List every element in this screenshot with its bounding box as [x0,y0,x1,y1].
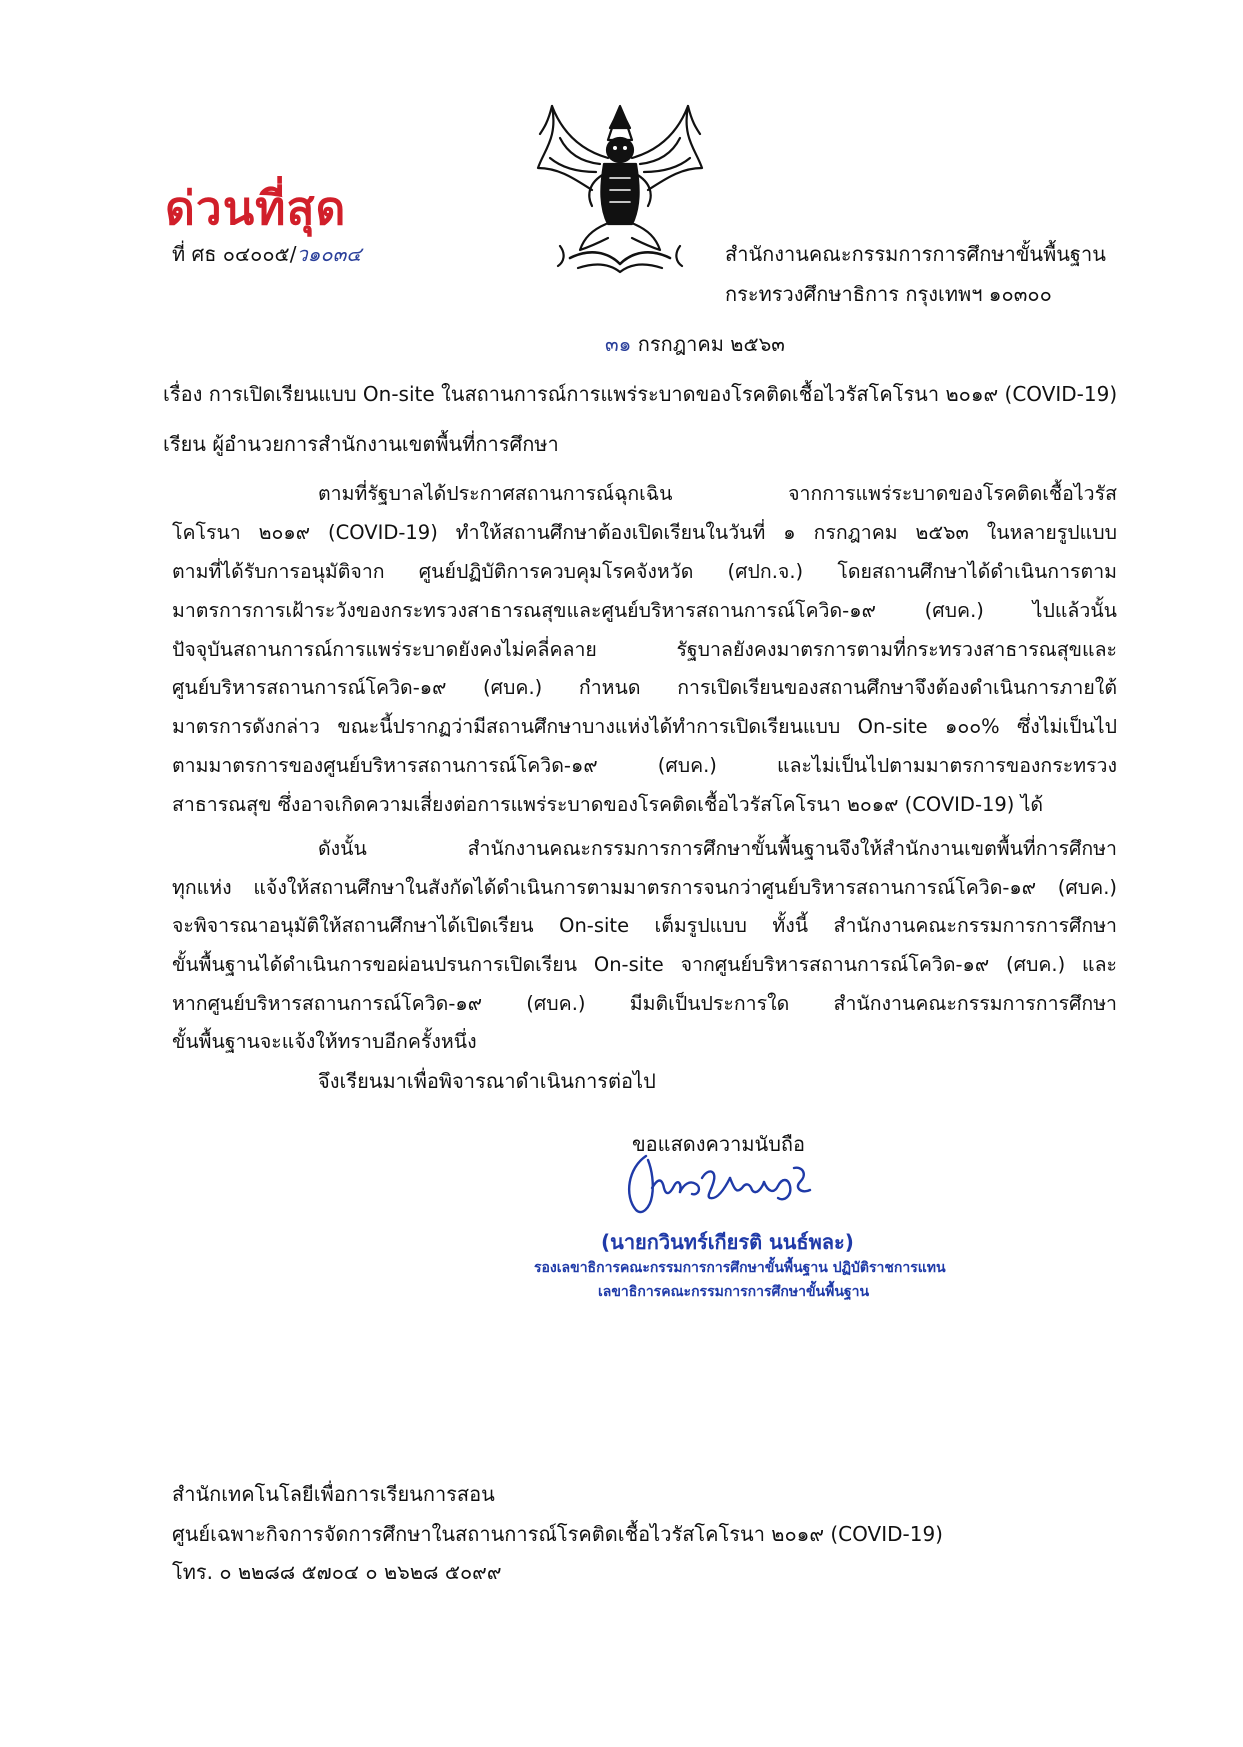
paragraph1-line: ศูนย์บริหารสถานการณ์โควิด-๑๙ (ศบค.) กำหนด การเปิดเรียนของสถานศึกษาจึงต้องดำเนินการภายใต้ [172,676,1117,699]
office-name: สำนักงานคณะกรรมการการศึกษาขั้นพื้นฐาน [725,242,1106,266]
closing-line: จึงเรียนมาเพื่อพิจารณาดำเนินการต่อไป [318,1069,656,1093]
paragraph2-line: ดังนั้น สำนักงานคณะกรรมการการศึกษาขั้นพื้นฐานจึงให้สำนักงานเขตพื้นที่การศึกษา [318,837,1117,860]
paragraph1-line: ตามที่รัฐบาลได้ประกาศสถานการณ์ฉุกเฉิน จากการแพร่ระบาดของโรคติดเชื้อไวรัส [318,482,1117,505]
footer-phone: โทร. ๐ ๒๒๘๘ ๕๗๐๔ ๐ ๒๖๒๘ ๕๐๙๙ [172,1560,502,1584]
paragraph2-line: จะพิจารณาอนุมัติให้สถานศึกษาได้เปิดเรียน On-site เต็มรูปแบบ ทั้งนี้ สำนักงานคณะกรรมการการศึกษา [172,914,1117,937]
paragraph1-line: ตามที่ได้รับการอนุมัติจาก ศูนย์ปฏิบัติการควบคุมโรคจังหวัด (ศปก.จ.) โดยสถานศึกษาได้ดำเนินการตาม [172,560,1117,583]
garuda-emblem-icon [530,98,710,276]
paragraph1-line: ตามมาตรการของศูนย์บริหารสถานการณ์โควิด-๑๙ (ศบค.) และไม่เป็นไปตามมาตรการของกระทรวง [172,754,1117,777]
paragraph2-line: ขั้นพื้นฐานได้ดำเนินการขอผ่อนปรนการเปิดเรียน On-site จากศูนย์บริหารสถานการณ์โควิด-๑๙ (ศบค.) และ [172,953,1117,976]
paragraph1-line: มาตรการดังกล่าว ขณะนี้ปรากฏว่ามีสถานศึกษาบางแห่งได้ทำการเปิดเรียนแบบ On-site ๑๐๐% ซึ่งไม่เป็นไป [172,715,1117,738]
handwritten-signature [618,1148,818,1223]
paragraph1-line: มาตรการการเฝ้าระวังของกระทรวงสาธารณสุขและศูนย์บริหารสถานการณ์โควิด-๑๙ (ศบค.) ไปแล้วนั้น [172,599,1117,622]
date-day-handwritten: ๓๑ [605,332,632,356]
paragraph2-line: ทุกแห่ง แจ้งให้สถานศึกษาในสังกัดได้ดำเนินการตามมาตรการจนกว่าศูนย์บริหารสถานการณ์โควิด-๑๙ (ศบค.) [172,876,1117,899]
urgency-stamp: ด่วนที่สุด [165,181,347,235]
document-date [605,328,785,360]
paragraph1-line: สาธารณสุข ซึ่งอาจเกิดความเสี่ยงต่อการแพร่ระบาดของโรคติดเชื้อไวรัสโคโรนา ๒๐๑๙ (COVID-19) ได้ [172,793,1044,816]
subject-line: เรื่อง การเปิดเรียนแบบ On-site ในสถานการณ์การแพร่ระบาดของโรคติดเชื้อไวรัสโคโรนา ๒๐๑๙ (COVID-19) [163,382,1118,406]
paragraph2-line: ขั้นพื้นฐานจะแจ้งให้ทราบอีกครั้งหนึ่ง [172,1030,477,1053]
signer-position-line1: รองเลขาธิการคณะกรรมการการศึกษาขั้นพื้นฐาน ปฏิบัติราชการแทน [534,1260,946,1276]
date-month-year: กรกฎาคม ๒๕๖๓ [631,332,785,356]
footer-center: ศูนย์เฉพาะกิจการจัดการศึกษาในสถานการณ์โรคติดเชื้อไวรัสโคโรนา ๒๐๑๙ (COVID-19) [172,1522,943,1546]
document-number-prefix: ที่ ศธ ๐๔๐๐๕/ [172,242,297,266]
document-number-handwritten: ว๑๐๓๔ [296,242,362,266]
respect-phrase: ขอแสดงความนับถือ [632,1132,806,1156]
signer-name: (นายกวินทร์เกียรติ นนธ์พละ) [601,1230,854,1254]
paragraph1-line: ปัจจุบันสถานการณ์การแพร่ระบาดยังคงไม่คลี่คลาย รัฐบาลยังคงมาตรการตามที่กระทรวงสาธารณสุขและ [172,638,1117,661]
paragraph1-line: โคโรนา ๒๐๑๙ (COVID-19) ทำให้สถานศึกษาต้องเปิดเรียนในวันที่ ๑ กรกฎาคม ๒๕๖๓ ในหลายรูปแบบ [172,521,1117,544]
office-address: กระทรวงศึกษาธิการ กรุงเทพฯ ๑๐๓๐๐ [725,282,1052,306]
document-number [172,238,361,270]
signer-position-line2: เลขาธิการคณะกรรมการการศึกษาขั้นพื้นฐาน [598,1284,870,1300]
paragraph2-line: หากศูนย์บริหารสถานการณ์โควิด-๑๙ (ศบค.) มีมติเป็นประการใด สำนักงานคณะกรรมการการศึกษา [172,992,1117,1015]
addressee-line: เรียน ผู้อำนวยการสำนักงานเขตพื้นที่การศึกษา [163,432,559,456]
footer-department: สำนักเทคโนโลยีเพื่อการเรียนการสอน [172,1482,495,1506]
